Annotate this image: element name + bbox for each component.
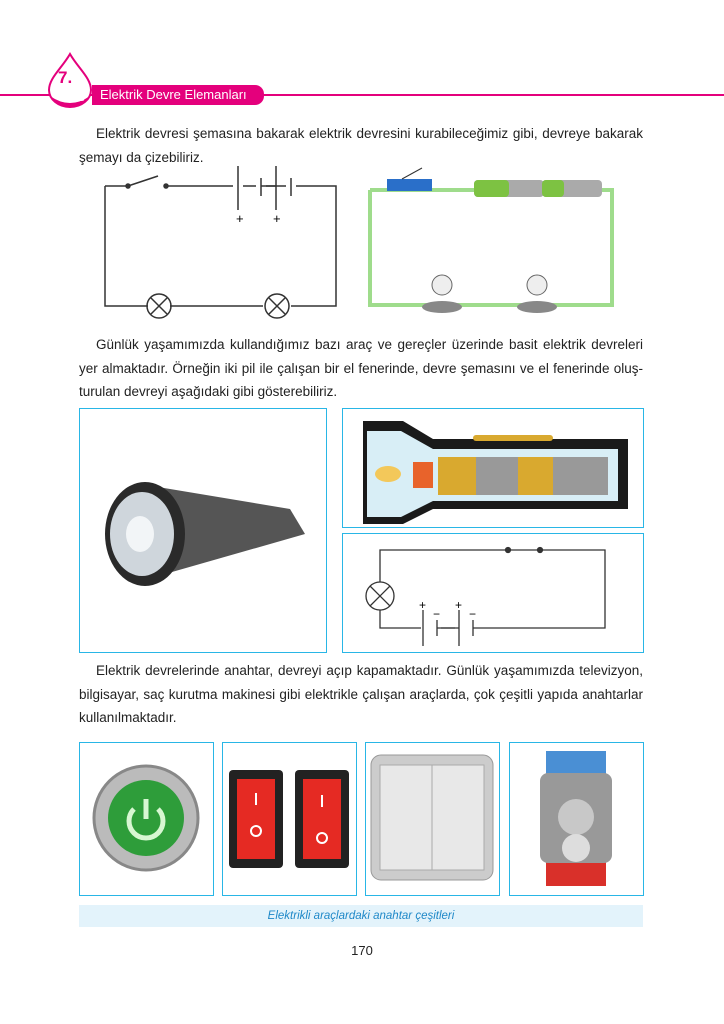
minus-sign: − bbox=[469, 607, 477, 621]
power-button-photo bbox=[79, 742, 214, 896]
text-line: Elektrik devresi şemasına bakarak elektrik devresini kurabileceğimiz gibi, devreye bakarak bbox=[96, 126, 643, 141]
circuit-illustration bbox=[362, 165, 622, 325]
rocker-switches-photo bbox=[222, 742, 357, 896]
bulb-icon bbox=[517, 275, 557, 313]
text-line: kullanılmaktadır. bbox=[79, 710, 177, 725]
text-line: yer almaktadır. Örneğin iki pil ile çalışan bir el fenerinde, devre şemasını ve el fenerinde oluş- bbox=[79, 360, 643, 376]
flashlight-cutaway bbox=[342, 408, 644, 528]
switch-icon bbox=[387, 179, 432, 191]
battery-icon bbox=[542, 180, 564, 197]
toggle-switch-photo bbox=[509, 742, 644, 896]
paragraph-2 bbox=[79, 333, 643, 404]
plus-sign: + bbox=[455, 598, 463, 612]
text-line: Günlük yaşamımızda kullandığımız bazı araç ve gereçler üzerinde basit elektrik devreleri bbox=[96, 337, 643, 352]
battery-icon bbox=[474, 180, 509, 197]
plus-sign: + bbox=[236, 211, 244, 226]
unit-number: 7. bbox=[58, 68, 73, 87]
minus-sign: − bbox=[433, 607, 441, 621]
text-line: turulan devreyi aşağıdaki gibi gösterebiliriz. bbox=[79, 384, 338, 399]
text-line: şemayı da çizebiliriz. bbox=[79, 149, 204, 165]
flashlight-photo bbox=[79, 408, 327, 653]
flashlight-schematic bbox=[342, 533, 644, 653]
text-line: bilgisayar, saç kurutma makinesi gibi elektrikle çalışan araçlarda, çok çeşitli yapıda anahtarlar bbox=[79, 686, 643, 702]
plus-sign: + bbox=[273, 211, 281, 226]
paragraph-3 bbox=[79, 659, 643, 730]
figure-caption: Elektrikli araçlardaki anahtar çeşitleri bbox=[79, 905, 643, 927]
bulb-icon bbox=[422, 275, 462, 313]
unit-title: Elektrik Devre Elemanları bbox=[92, 85, 264, 105]
page-number: 170 bbox=[351, 943, 373, 958]
text-line: Elektrik devrelerinde anahtar, devreyi açıp kapamaktadır. Günlük yaşamımızda televizyon, bbox=[96, 663, 643, 678]
wall-switch-photo bbox=[365, 742, 500, 896]
unit-label: Ünite bbox=[56, 90, 85, 104]
circuit-schematic bbox=[98, 160, 348, 320]
plus-sign: + bbox=[419, 598, 427, 612]
